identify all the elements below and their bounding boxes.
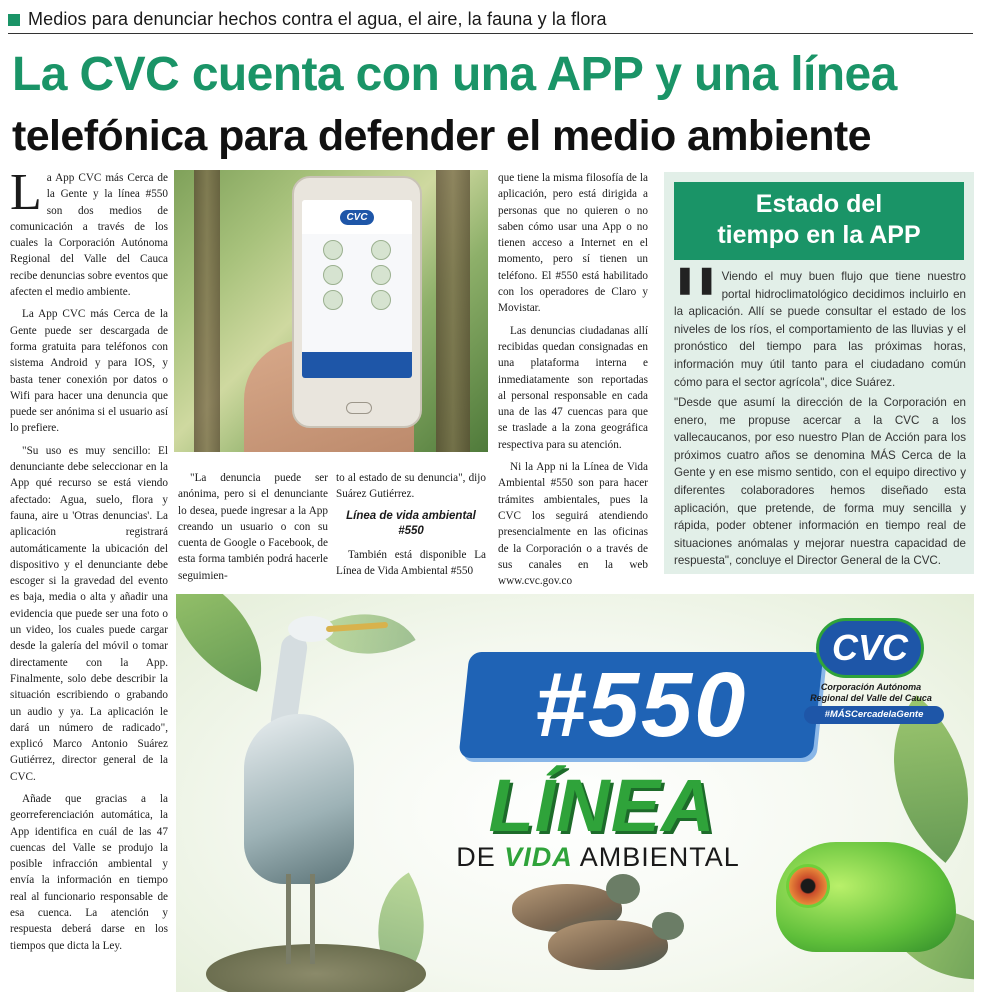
green-square-icon [8,14,20,26]
sidebox-title [674,182,964,260]
cvc-org-name [798,682,944,704]
hashtag-badge: #MÁSCercadelaGente [804,706,944,724]
quote-mark-icon: ❚❚ [674,265,718,294]
sidebox-title-line: tiempo en la APP [717,221,921,249]
weather-icon [371,290,391,310]
app-menu-grid [302,234,412,316]
article-column-3 [336,470,486,585]
app-header [302,200,412,234]
flora-icon [323,265,343,285]
paragraph: Ni la App ni la Línea de Vida Ambiental #550 son para hacer trámites ambientales, pues la CVC los seguirá atendiendo presencialmente en las oficinas de la Corporación o a través de sus canales en la web www.cvc.gov.co [498,461,648,588]
org-line: Corporación Autónoma [820,682,922,692]
subtitle-word: AMBIENTAL [579,842,740,872]
paragraph-text: Viendo el muy buen flujo que tiene nuestro portal hidroclimatológico decidimos incluirlo en la aplicación. Allí se puede consultar el estado de los niveles de los ríos, el comportamiento de las lluvias y el pronóstico del tiempo para las próximas horas, información muy útil tanto para el ciudadano común cómo para el sector agrícola", dice Suárez. [674,270,966,389]
subtitle-word: VIDA [504,842,573,872]
app-bottom-bar [302,352,412,378]
heron-leg [310,874,315,964]
smartphone-image [292,176,422,428]
line-number: #550 [534,654,748,756]
article-column-4 [498,170,648,595]
sidebox-paragraph [674,265,966,391]
soil-icon [371,240,391,260]
vida-ambiental-subtitle [438,840,758,874]
weather-sidebox [664,172,974,574]
paragraph: Añade que gracias a la georreferenciación automática, la App identifica en cuál de las 47 cuencas del Valle se produjo la posible infracción ambiental y envía la información en tiempo real al funcionario responsable de esa cuenca. La atención y respuesta deberá darse en los tiempos que dicta la Ley. [10,792,168,952]
duck-image [548,920,668,970]
paragraph: También está disponible La Línea de Vida Ambiental #550 [336,548,486,577]
paragraph: to al estado de su denuncia", dijo Suárez Gutiérrez. [336,472,486,501]
duck-head [606,874,640,904]
sidebox-title-line: Estado del [755,190,883,218]
paragraph: "Su uso es muy sencillo: El denunciante debe seleccionar en la App qué recurso se está viendo afectado: Agua, suelo, flora y fauna, aire u 'Otras denuncias'. La aplicación registrará automáticamente la ubicación del dispositivo y el denunciante debe escoger si la gravedad del evento es baja, media o alta y añadir una evidencia que puede ser una foto o un video, los cuales puede cargar desde la galería del móvil o tomar directamente con la App. Finalmente, solo debe describir la situación escribiendo o grabando un audio y ya. La aplicación le dará un número de radicado", explicó Marco Antonio Suárez Gutiérrez, director general de la CVC. [10,444,168,783]
frog-eye [786,864,830,908]
org-line: Regional del Valle del Cauca [810,693,932,703]
home-button-icon [346,402,372,414]
air-icon [323,290,343,310]
paragraph [10,164,168,300]
paragraph: que tiene la misma filosofía de la aplicación, pero está dirigida a personas que no quieren o no saben cómo usar una App o no tienen acceso a Internet en el momento, pero sí tienen un teléfono. El #550 está habilitado con los operadores de Claro y Movistar. [498,172,648,315]
tree-trunk [194,170,220,452]
leaf-icon [176,594,288,692]
headline-line-1: La CVC cuenta con una APP y una línea [12,48,897,101]
phone-screen [302,200,412,378]
app-logo: CVC [340,210,373,225]
tree-trunk [436,170,470,452]
drop-cap: L [10,164,42,221]
linea-title: LÍNEA [488,764,716,847]
paragraph-text: a App CVC más Cerca de la Gente y la línea #550 son dos medios de comunicación a través de los cuales la Corporación Autónoma Regional del Valle del Cauca recibe denuncias sobre eventos que afecten el medio ambiente. [10,172,168,299]
cvc-logo: CVC [816,618,924,678]
paragraph: La App CVC más Cerca de la Gente puede ser descargada de forma gratuita para teléfonos con sistema Android y para IOS, y basta tener conexión por datos o Wifi para hacer una denuncia que puede ser anónima si el usuario así lo prefiere. [10,308,168,435]
fauna-icon [371,265,391,285]
article-column-2 [178,470,328,584]
paragraph: "La denuncia puede ser anónima, pero si el denunciante lo desea, puede ingresar a la App creando un usuario o con su cuenta de Google o Facebook, de esta forma también podrá hacerle seguimien- [178,472,328,582]
article-column-1 [10,164,168,960]
leaf-icon [316,594,415,680]
section-kicker [8,6,973,34]
duck-head [652,912,684,940]
headline-line-2: telefónica para defender el medio ambiente [12,112,871,160]
water-icon [323,240,343,260]
sidebox-paragraph: "Desde que asumí la dirección de la Corporación en enero, me propuse acercar a la CVC a los vallecaucanos, por eso nuestro Plan de Acción para los próximos cuatro años se denomina MÁS Cerca de la Gente y en ese mismo sentido, con el equipo directivo y diferentes colaboradores hemos diseñado esta aplicación, que pretende, de forma muy sencilla y rápida, poder obtener información en tiempo real de situaciones anómalas y mejorar nuestra capacidad de respuesta", concluye el Director General de la CVC. [674,396,966,568]
kicker-text: Medios para denunciar hechos contra el agua, el aire, la fauna y la flora [28,9,607,29]
heron-leg [286,874,291,964]
subheading: Línea de vida ambiental #550 [346,509,476,537]
app-photo [174,170,488,452]
paragraph: Las denuncias ciudadanas allí recibidas quedan consignadas en una plataforma interna e inmediatamente son reportadas al personal responsable en cada una de las 47 cuencas para que se traslade a la zona geográfica respectiva para su atención. [498,324,648,451]
heron-image [244,714,354,884]
line-550-banner [176,594,974,992]
subtitle-word: DE [456,842,496,872]
